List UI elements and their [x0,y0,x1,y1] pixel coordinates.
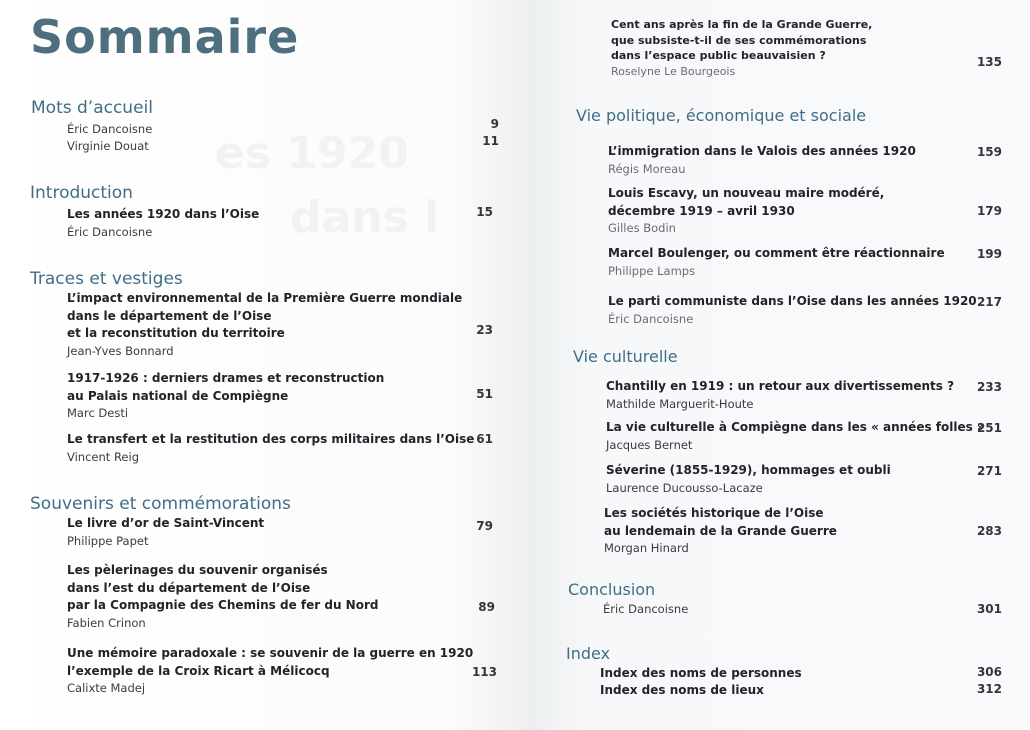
page-number: 233 [976,380,1002,394]
entry-title-line: décembre 1919 – avril 1930 [608,203,795,218]
page-number: 199 [976,247,1002,261]
page-number: 301 [976,602,1002,616]
page-number: 23 [476,323,493,337]
toc-entry[interactable] [600,682,764,700]
entry-title: L’immigration dans le Valois des années 1920 [608,144,916,158]
entry-title: Les années 1920 dans l’Oise [67,207,260,221]
page-number: 15 [476,205,493,219]
entry-title-line: 1917-1926 : derniers drames et reconstruction [67,371,385,385]
entry-title-line: au lendemain de la Grande Guerre [604,523,837,538]
entry-title-line: et la reconstitution du territoire [67,326,285,340]
page-number: 251 [976,421,1002,435]
entry-title-line: dans l’espace public beauvaisien ? [611,49,826,62]
entry-title: Le transfert et la restitution des corps militaires dans l’Oise [67,432,475,446]
page-number: 89 [478,600,495,614]
page-number: 11 [482,134,499,148]
section-heading-souvenirs: Souvenirs et commémorations [30,494,291,514]
section-heading-introduction: Introduction [30,183,133,203]
entry-title: La vie culturelle à Compiègne dans les « années folles » [606,420,985,434]
entry-title-line: par la Compagnie des Chemins de fer du Nord [67,598,379,612]
toc-entry[interactable] [606,378,954,412]
entry-author: Éric Dancoisne [603,602,689,616]
watermark-text: es 1920 [215,128,409,179]
entry-author: Éric Dancoisne [67,224,153,239]
toc-entry[interactable] [67,370,384,421]
entry-title-line: Les sociétés historique de l’Oise [604,506,824,520]
right-page [533,0,1030,730]
toc-entry[interactable] [606,462,891,496]
entry-author: Marc Desti [67,406,129,420]
entry-title-line: dans le département de l’Oise [67,308,272,323]
toc-entry[interactable] [67,206,259,240]
page-number: 312 [976,682,1002,696]
entry-title-line: au Palais national de Compiègne [67,388,289,403]
entry-author: Calixte Madej [67,681,146,695]
page-number: 9 [490,117,499,131]
toc-entry[interactable] [67,121,152,137]
toc-entry[interactable] [608,143,916,177]
toc-entry[interactable] [603,601,688,617]
entry-title-line: L’impact environnemental de la Première Guerre mondiale [67,291,463,305]
entry-author: Laurence Ducousso-Lacaze [606,480,763,495]
toc-entry[interactable] [67,562,378,631]
section-heading-mots-accueil: Mots d’accueil [31,98,153,118]
toc-entry[interactable] [606,419,985,453]
page-number: 159 [976,145,1002,159]
page-number: 79 [476,519,493,533]
section-heading-index: Index [566,644,611,663]
page-number: 113 [471,665,497,679]
toc-entry[interactable] [608,185,884,236]
section-heading-conclusion: Conclusion [568,580,656,599]
entry-title-line: l’exemple de la Croix Ricart à Mélicocq [67,663,330,678]
entry-author: Roselyne Le Bourgeois [611,64,736,78]
entry-author: Fabien Crinon [67,615,146,630]
page-number: 271 [976,464,1002,478]
entry-title: Index des noms de lieux [600,683,764,697]
entry-title: Chantilly en 1919 : un retour aux divertissements ? [606,379,955,393]
toc-entry[interactable] [611,17,872,80]
entry-author: Morgan Hinard [604,541,689,555]
entry-author: Philippe Papet [67,533,149,548]
entry-title: Index des noms de personnes [600,666,802,680]
entry-title-line: Les pèlerinages du souvenir organisés [67,563,328,577]
entry-title-line: Louis Escavy, un nouveau maire modéré, [608,186,885,200]
toc-entry[interactable] [67,290,462,359]
entry-title-line: Cent ans après la fin de la Grande Guerre, [611,18,873,31]
entry-title: Marcel Boulenger, ou comment être réactionnaire [608,246,945,260]
entry-author: Éric Dancoisne [67,122,153,136]
toc-entry[interactable] [67,431,474,465]
toc-entry[interactable] [608,293,977,327]
page-number: 306 [976,665,1002,679]
entry-author: Virginie Douat [67,139,149,153]
entry-title: Le livre d’or de Saint-Vincent [67,516,265,530]
page-number: 217 [976,295,1002,309]
entry-title: Le parti communiste dans l’Oise dans les années 1920 [608,294,977,308]
entry-author: Jean-Yves Bonnard [67,343,174,358]
entry-title-line: dans l’est du département de l’Oise [67,580,311,595]
section-heading-vie-politique: Vie politique, économique et sociale [576,106,867,125]
section-heading-traces-vestiges: Traces et vestiges [30,269,183,289]
toc-entry[interactable] [67,138,149,154]
watermark-text: dans l [290,192,440,243]
toc-entry[interactable] [608,245,945,279]
toc-entry[interactable] [604,505,837,556]
entry-title: Séverine (1855-1929), hommages et oubli [606,463,891,477]
entry-author: Gilles Bodin [608,221,676,235]
page-number: 283 [976,524,1002,538]
page-number: 135 [976,55,1002,69]
toc-entry[interactable] [67,645,473,696]
entry-author: Philippe Lamps [608,263,696,278]
toc-entry[interactable] [600,665,802,683]
entry-title-line: Une mémoire paradoxale : se souvenir de la guerre en 1920 [67,646,474,660]
page-number: 61 [476,432,493,446]
section-heading-vie-culturelle: Vie culturelle [573,347,678,366]
page-title: Sommaire [30,10,300,64]
entry-author: Éric Dancoisne [608,311,694,326]
toc-entry[interactable] [67,515,264,549]
entry-author: Vincent Reig [67,449,139,464]
entry-author: Mathilde Marguerit-Houte [606,396,754,411]
entry-author: Régis Moreau [608,161,686,176]
page-number: 51 [476,387,493,401]
entry-title-line: que subsiste-t-il de ses commémorations [611,33,867,47]
entry-author: Jacques Bernet [606,437,693,452]
page-number: 179 [976,204,1002,218]
